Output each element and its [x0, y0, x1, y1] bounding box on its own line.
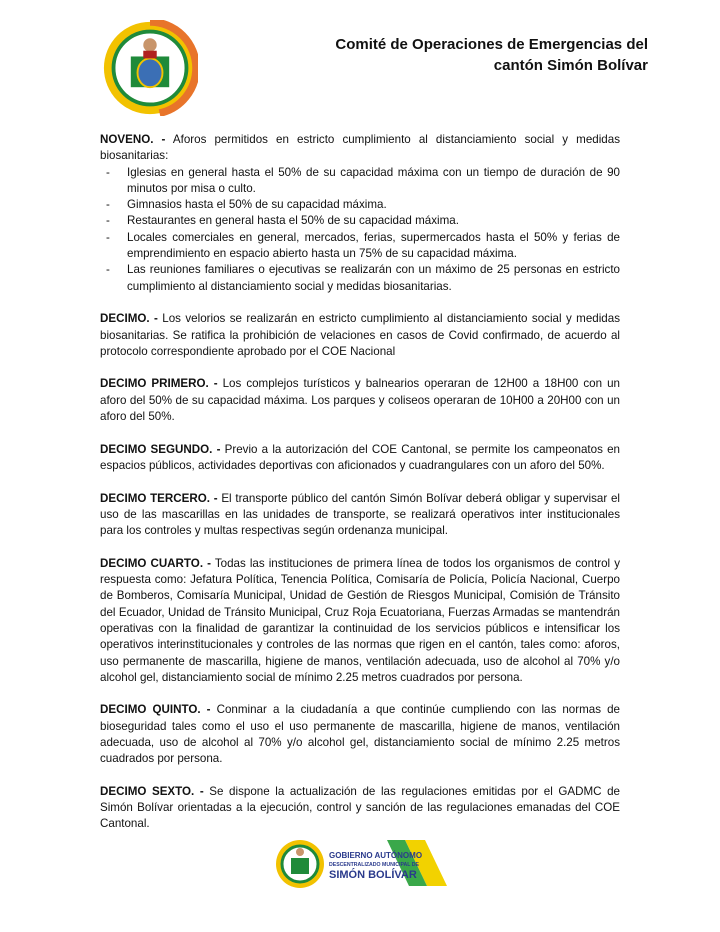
section-text: El transporte público del cantón Simón Bolívar deberá obligar y supervisar el uso de las mascarillas en las unidades de transporte, se realizará operativos inter institucionales para los controles y multas respectivas según ordenanza municipal.: [100, 491, 620, 538]
section-decimo-primero: [100, 376, 620, 425]
section-lead: DECIMO. -: [100, 312, 158, 326]
section-lead: DECIMO CUARTO. -: [100, 556, 211, 570]
document-body: [100, 132, 620, 849]
section-text: Los complejos turísticos y balnearios operaran de 12H00 a 18H00 con un aforo del 50% de su capacidad máxima. Los parques y coliseos operaran de 10H00 a 20H00 con un aforo del 50%.: [100, 377, 620, 424]
list-item: - Iglesias en general hasta el 50% de su capacidad máxima con un tiempo de duración de 90 minutos por misa o culto.: [100, 165, 620, 198]
footer-line-2: DESCENTRALIZADO MUNICIPAL DE: [329, 862, 420, 868]
list-item: - Gimnasios hasta el 50% de su capacidad máxima.: [100, 197, 620, 213]
document-title: [335, 34, 648, 76]
section-decimo-quinto: [100, 702, 620, 767]
section-text: Todas las instituciones de primera línea de todos los organismos de control y respuesta como: Jefatura Política, Tenencia Política, Comisaría de Policía, Policía Nacional, Cuerpo de Bomberos, Comisaría Municipal, Unidad de Gestión de Riesgos Municipal, Comisión de Tránsito del Ecuador, Unidad de Tránsito Municipal, Cruz Roja Ecuatoriana, Fuerzas Armadas se mantendrán operativas con la finalidad de garantizar la continuidad de los servicios públicos e intensificar los operativos interinstitucionales y controles de las normas que rigen en el cantón, tales como: aforos, uso permanente de mascarilla, higiene de manos, ventilación adecuada, uso de alcohol al 70% y/o alcohol gel, distanciamiento social de mínimo 2.25 metros cuadrados por persona.: [100, 556, 620, 684]
section-text: Aforos permitidos en estricto cumplimiento al distanciamiento social y medidas biosanitarias:: [100, 133, 620, 163]
section-decimo-segundo: [100, 442, 620, 475]
footer-gad-logo: [275, 838, 447, 890]
section-text: Conminar a la ciudadanía a que continúe cumpliendo con las normas de bioseguridad tales como el uso el uso permanente de mascarilla, higiene de manos, ventilación adecuada, uso de alcohol al 70% y/o alcohol gel, distanciamiento social de mínimo 2.25 metros cuadrados por persona.: [100, 703, 620, 766]
section-lead: DECIMO QUINTO. -: [100, 703, 211, 717]
list-item: - Restaurantes en general hasta el 50% de su capacidad máxima.: [100, 213, 620, 229]
section-decimo-sexto: [100, 784, 620, 833]
section-decimo-tercero: [100, 491, 620, 540]
section-lead: DECIMO TERCERO. -: [100, 491, 218, 505]
title-line-1: Comité de Operaciones de Emergencias del: [335, 36, 648, 53]
footer-line-3: SIMÓN BOLÍVAR: [329, 869, 417, 881]
section-lead: DECIMO SEXTO. -: [100, 784, 204, 798]
section-lead: DECIMO PRIMERO. -: [100, 377, 218, 391]
title-line-2: cantón Simón Bolívar: [493, 57, 648, 74]
section-text: Los velorios se realizarán en estricto cumplimiento al distanciamiento social y medidas biosanitarias. Se ratifica la prohibición de velaciones en casos de Covid confirmado, de acuerdo al protocolo correspondiente aprobado por el COE Nacional: [100, 312, 620, 358]
section-noveno: [100, 132, 620, 165]
municipal-seal-logo: [102, 20, 198, 116]
section-lead: NOVENO. -: [100, 133, 166, 146]
section-text: Previo a la autorización del COE Cantonal, se permite los campeonatos en espacios públicos, actividades deportivas con aficionados y cuadrangulares con un aforo del 50%.: [100, 442, 620, 472]
section-text: Se dispone la actualización de las regulaciones emitidas por el GADMC de Simón Bolívar orientadas a la ejecución, control y sanción de las regulaciones emanadas del COE Cantonal.: [100, 784, 620, 831]
section-decimo: [100, 311, 620, 360]
list-item: - Locales comerciales en general, mercados, ferias, supermercados hasta el 50% y ferias de emprendimiento en espacio abierto hasta un 75% de su capacidad máxima.: [100, 230, 620, 263]
footer-line-1: GOBIERNO AUTÓNOMO: [329, 851, 423, 860]
section-decimo-cuarto: [100, 556, 620, 686]
list-item: - Las reuniones familiares o ejecutivas se realizarán con un máximo de 25 personas en estricto cumplimiento al distanciamiento social y medidas biosanitarias.: [100, 262, 620, 295]
section-lead: DECIMO SEGUNDO. -: [100, 442, 221, 456]
aforos-list: [100, 165, 620, 295]
